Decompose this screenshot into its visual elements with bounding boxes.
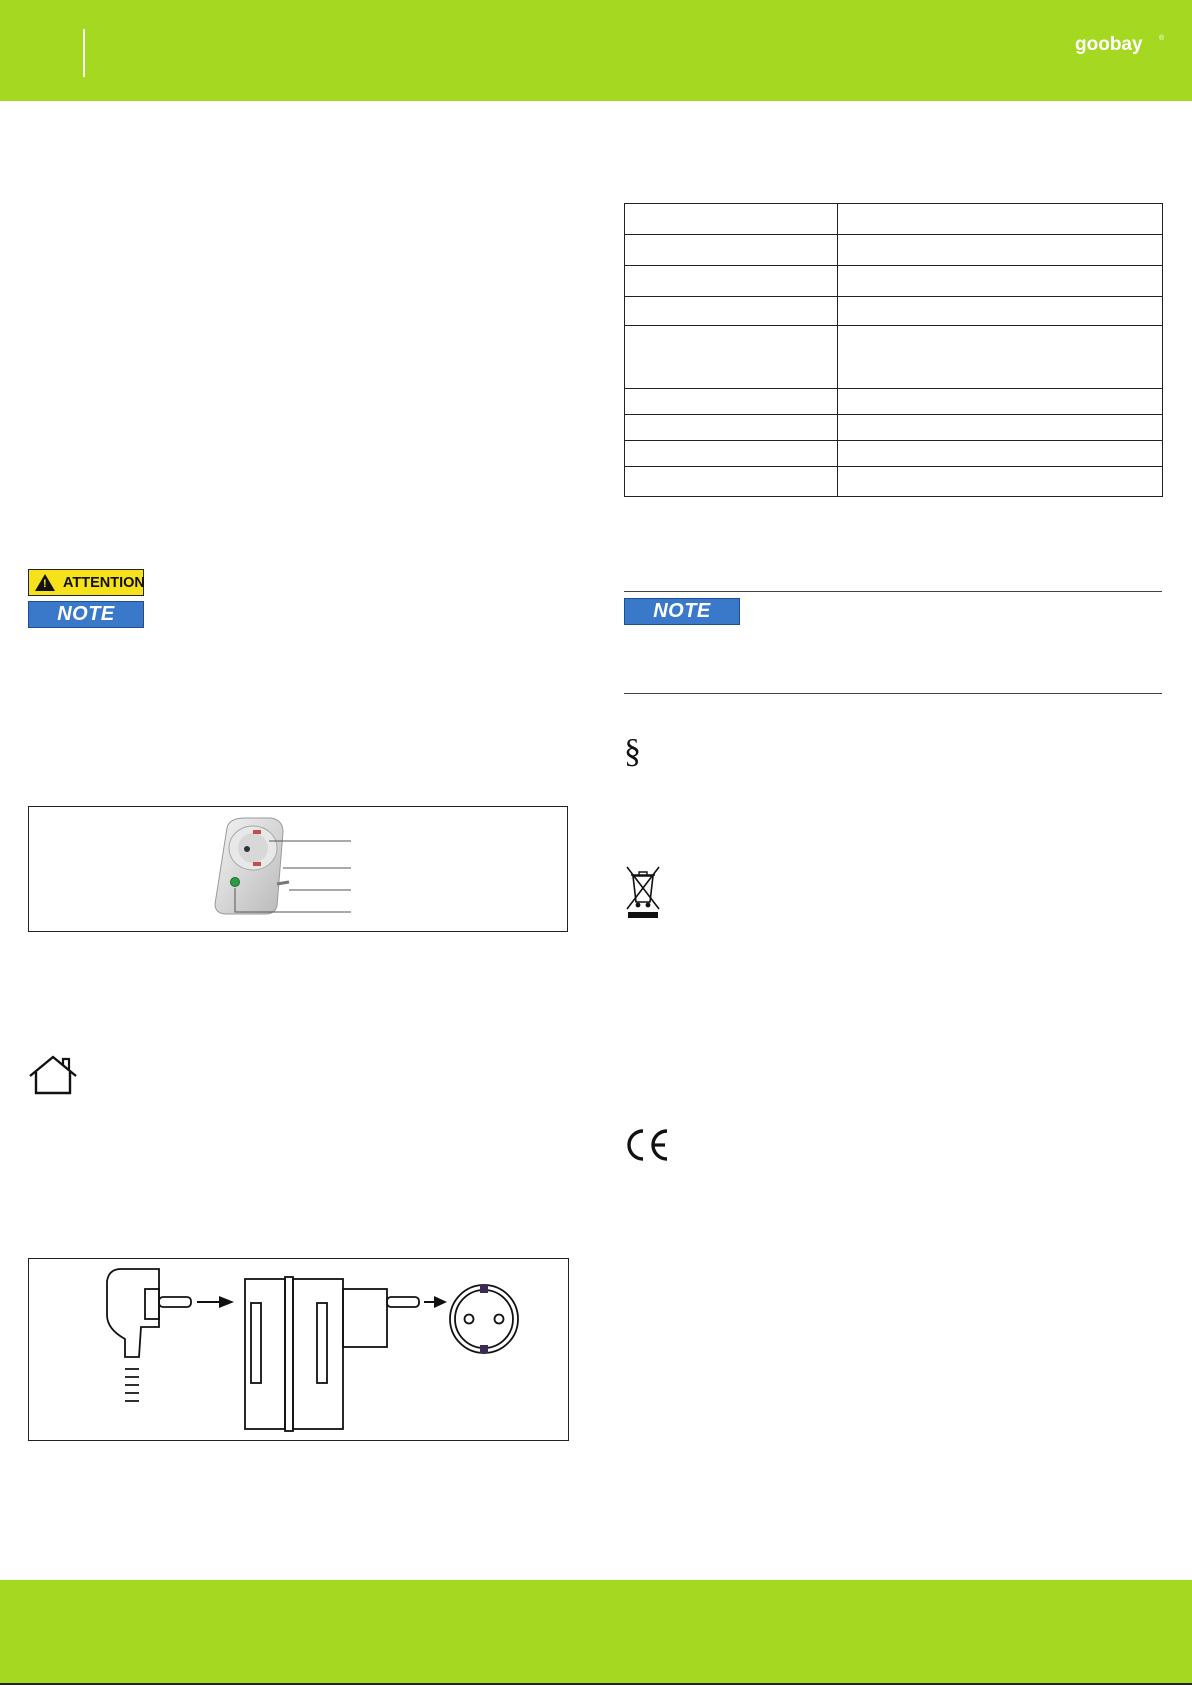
table-cell bbox=[625, 204, 838, 235]
table-cell bbox=[625, 467, 838, 497]
table-cell bbox=[838, 441, 1163, 467]
table-cell bbox=[838, 266, 1163, 297]
logo-text: goobay bbox=[1075, 34, 1143, 55]
table-row bbox=[625, 389, 1163, 415]
note-rule-top bbox=[624, 591, 1162, 592]
paragraph-symbol: § bbox=[624, 733, 641, 770]
table-row bbox=[625, 326, 1163, 389]
table-row bbox=[625, 467, 1163, 497]
table-row bbox=[625, 235, 1163, 266]
table-cell bbox=[838, 297, 1163, 326]
note-label-right: NOTE bbox=[653, 600, 711, 622]
header-divider bbox=[83, 29, 85, 77]
crossed-out-wheelie-bin-icon bbox=[624, 864, 662, 920]
table-cell bbox=[838, 235, 1163, 266]
table-cell bbox=[625, 266, 838, 297]
table-cell bbox=[838, 467, 1163, 497]
note-label: NOTE bbox=[57, 603, 115, 625]
plug-connection-diagram bbox=[29, 1259, 568, 1440]
goobay-logo bbox=[1075, 30, 1165, 60]
ce-mark-icon bbox=[624, 1128, 670, 1162]
table-cell bbox=[838, 389, 1163, 415]
table-cell bbox=[625, 326, 838, 389]
attention-badge bbox=[28, 569, 144, 596]
note-rule-bottom bbox=[624, 693, 1162, 694]
specification-table bbox=[624, 203, 1163, 497]
table-cell bbox=[838, 204, 1163, 235]
attention-label: ATTENTION bbox=[63, 574, 145, 591]
table-cell bbox=[625, 415, 838, 441]
header-band bbox=[0, 0, 1192, 101]
table-cell bbox=[838, 326, 1163, 389]
note-badge bbox=[28, 601, 144, 628]
warning-triangle-icon bbox=[35, 574, 55, 591]
table-row bbox=[625, 204, 1163, 235]
table-cell bbox=[625, 441, 838, 467]
logo-registered-mark: ® bbox=[1159, 35, 1165, 42]
footer-band bbox=[0, 1580, 1192, 1685]
table-row bbox=[625, 415, 1163, 441]
table-cell bbox=[625, 235, 838, 266]
table-row bbox=[625, 266, 1163, 297]
adapter-product-image bbox=[205, 814, 365, 924]
table-cell bbox=[838, 415, 1163, 441]
table-cell bbox=[625, 297, 838, 326]
table-cell bbox=[625, 389, 838, 415]
note-badge-right bbox=[624, 598, 740, 625]
table-row bbox=[625, 441, 1163, 467]
house-icon bbox=[27, 1054, 79, 1096]
table-row bbox=[625, 297, 1163, 326]
